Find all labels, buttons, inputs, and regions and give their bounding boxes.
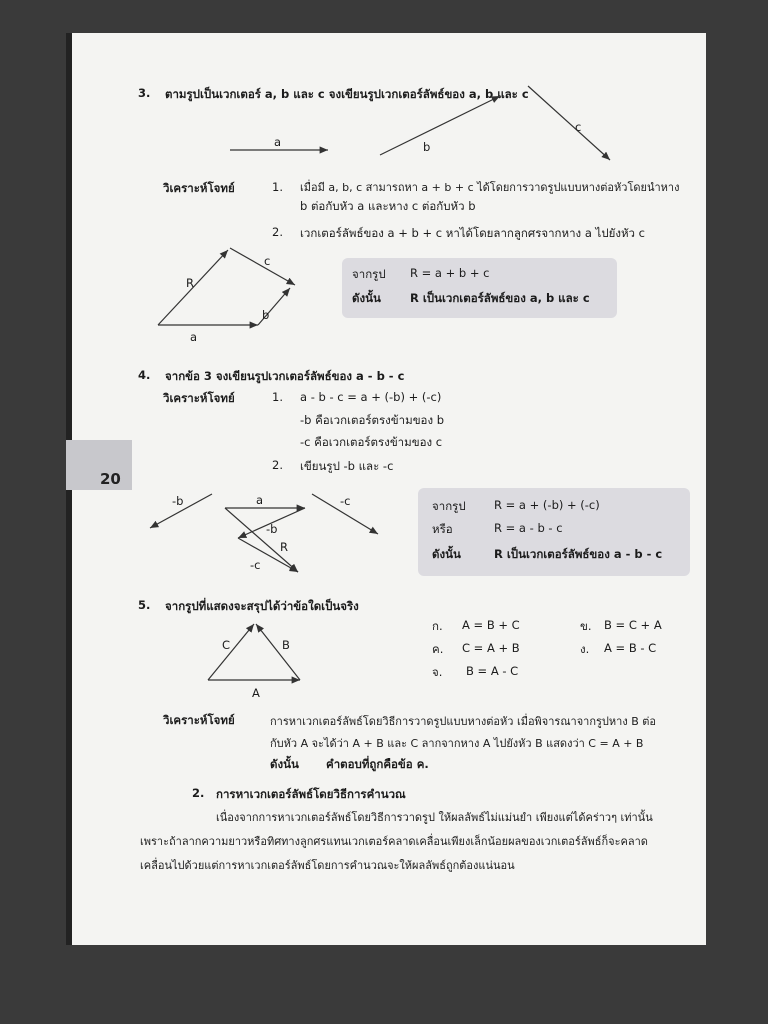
q3-step2: เวกเตอร์ลัพธ์ของ a + b + c หาได้โดยลากลูกศรจากหาง a ไปยังหัว c xyxy=(300,226,645,240)
q3-fig-label-a: a xyxy=(190,330,198,344)
q5-analysis-label: วิเคราะห์โจทย์ xyxy=(163,713,235,727)
q3-fig-label-R: R xyxy=(186,276,194,290)
q4-step2-num: 2. xyxy=(272,458,283,472)
q5-opt2-label: ข. xyxy=(580,619,592,633)
q3-vector-b xyxy=(380,96,500,155)
q3-analysis-label: วิเคราะห์โจทย์ xyxy=(163,181,235,195)
q3-label-c: c xyxy=(575,120,582,134)
q3-box-label1: จากรูป xyxy=(352,267,386,281)
q3-step2-num: 2. xyxy=(272,225,283,239)
q4-prompt: จากข้อ 3 จงเขียนรูปเวกเตอร์ลัพธ์ของ a - b - c xyxy=(165,369,405,383)
q4-number: 4. xyxy=(138,368,151,382)
q5-opt4: A = B - C xyxy=(604,641,657,655)
q5-prompt: จากรูปที่แสดงจะสรุปได้ว่าข้อใดเป็นจริง xyxy=(165,599,359,613)
q4-line3: -c คือเวกเตอร์ตรงข้ามของ c xyxy=(300,435,443,449)
q5-number: 5. xyxy=(138,598,151,612)
q4-box-label2: หรือ xyxy=(432,522,453,536)
q4-box-eq1: R = a + (-b) + (-c) xyxy=(494,498,600,512)
q5-B xyxy=(256,624,300,680)
q3-box-label2: ดังนั้น xyxy=(352,291,381,305)
q4-fig-label-R: R xyxy=(280,540,288,554)
q5-opt4-label: ง. xyxy=(580,642,590,656)
q4-fig-label-neg-b: -b xyxy=(172,494,184,508)
q3-vector-c xyxy=(528,86,610,160)
q3-step1-num: 1. xyxy=(272,180,283,194)
q5-fig-label-A: A xyxy=(252,686,260,700)
q4-analysis-label: วิเคราะห์โจทย์ xyxy=(163,391,235,405)
q5-opt3-label: ค. xyxy=(432,642,444,656)
q3-fig-label-b: b xyxy=(262,308,270,322)
section2-number: 2. xyxy=(192,786,205,800)
q3-box-eq1: R = a + b + c xyxy=(410,266,490,280)
q5-analysis-line1: การหาเวกเตอร์ลัพธ์โดยวิธีการวาดรูปแบบหางต่อหัว เมื่อพิจารณาจากรูปหาง B ต่อ xyxy=(270,715,656,728)
q3-prompt: ตามรูปเป็นเวกเตอร์ a, b และ c จงเขียนรูปเวกเตอร์ลัพธ์ของ a, b และ c xyxy=(165,87,529,101)
q5-analysis-line2: กับหัว A จะได้ว่า A + B และ C ลากจากหาง A ไปยังหัว B แสดงว่า C = A + B xyxy=(270,737,644,750)
section2-para-line3: เคลื่อนไปด้วยแต่การหาเวกเตอร์ลัพธ์โดยการคำนวณจะให้ผลลัพธ์ถูกต้องแน่นอน xyxy=(140,859,515,872)
q5-opt1: A = B + C xyxy=(462,618,520,632)
q4-step1-num: 1. xyxy=(272,390,283,404)
q4-step2: เขียนรูป -b และ -c xyxy=(300,459,394,473)
q3-label-a: a xyxy=(274,135,282,149)
q4-step1: a - b - c = a + (-b) + (-c) xyxy=(300,390,442,404)
q4-box-label1: จากรูป xyxy=(432,499,466,513)
q3-fig-c xyxy=(230,248,295,285)
section2-para-line2: เพราะถ้าลากความยาวหรือทิศทางลูกศรแทนเวกเตอร์คลาดเคลื่อนเพียงเล็กน้อยผลของเวกเตอร์ลัพธ์ก็จะคลาด xyxy=(140,835,648,848)
section2-heading: การหาเวกเตอร์ลัพธ์โดยวิธีการคำนวณ xyxy=(216,787,406,801)
section2-para-line1: เนื่องจากการหาเวกเตอร์ลัพธ์โดยวิธีการวาดรูป ให้ผลลัพธ์ไม่แม่นยำ เพียงแต่ได้คร่าวๆ เท่านั้น xyxy=(216,811,653,824)
q4-box-eq2: R = a - b - c xyxy=(494,521,563,535)
q3-number: 3. xyxy=(138,86,151,100)
q3-step1-line1: เมื่อมี a, b, c สามารถหา a + b + c ได้โดยการวาดรูปแบบหางต่อหัวโดยนำหาง xyxy=(300,181,680,194)
q4-fig-label-neg-c: -c xyxy=(340,494,351,508)
q4-line2: -b คือเวกเตอร์ตรงข้ามของ b xyxy=(300,413,445,427)
q5-fig-label-B: B xyxy=(282,638,290,652)
q5-C xyxy=(208,624,254,680)
q4-fig-label-neg-c2: -c xyxy=(250,558,261,572)
q4-fig-label-a: a xyxy=(256,493,264,507)
page-number: 20 xyxy=(100,470,121,488)
q5-opt2: B = C + A xyxy=(604,618,662,632)
q5-opt1-label: ก. xyxy=(432,619,443,633)
q3-fig-label-c: c xyxy=(264,254,271,268)
q3-box-eq2: R เป็นเวกเตอร์ลัพธ์ของ a, b และ c xyxy=(410,291,590,305)
q3-step1-line2: b ต่อกับหัว a และหาง c ต่อกับหัว b xyxy=(300,199,476,213)
q5-fig-label-C: C xyxy=(222,638,231,652)
q5-opt5: B = A - C xyxy=(466,664,519,678)
q4-box-label3: ดังนั้น xyxy=(432,547,461,561)
q5-answer: คำตอบที่ถูกคือข้อ ค. xyxy=(326,757,429,771)
q5-opt5-label: จ. xyxy=(432,665,443,679)
q5-opt3: C = A + B xyxy=(462,641,520,655)
q3-label-b: b xyxy=(423,140,431,154)
q5-answer-label: ดังนั้น xyxy=(270,757,299,771)
q4-box-eq3: R เป็นเวกเตอร์ลัพธ์ของ a - b - c xyxy=(494,547,663,561)
q4-fig-label-neg-b2: -b xyxy=(266,522,278,536)
q4-neg-c-2 xyxy=(238,538,298,572)
